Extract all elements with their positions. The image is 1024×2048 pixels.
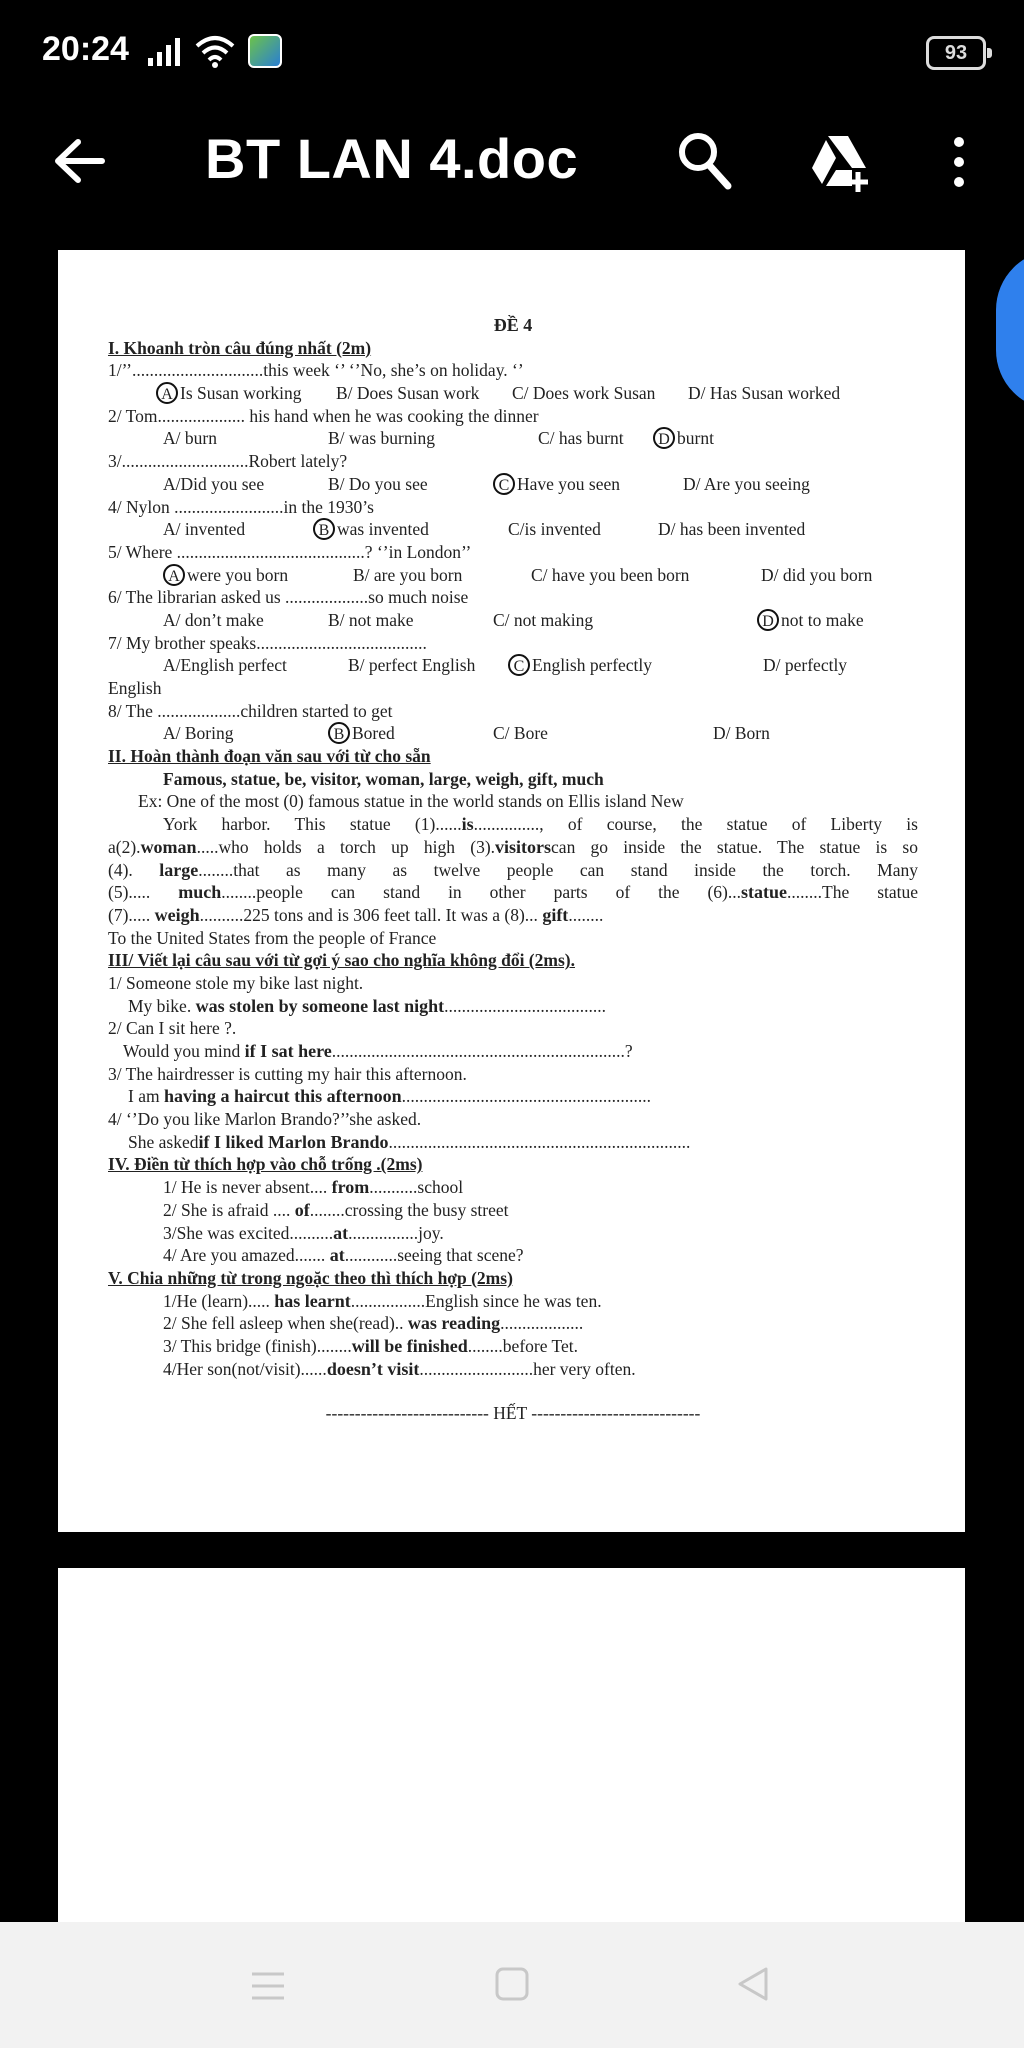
question-1-options: A Is Susan working B/ Does Susan work C/ Does work Susan D/ Has Susan worked <box>108 382 918 405</box>
question-7-options: A/English perfect B/ perfect English C English perfectly D/ perfectly <box>163 655 848 676</box>
paragraph-line-1: York harbor. This statue (1)......is..............., of course, the statue of Liberty is <box>163 814 918 835</box>
circled-answer-icon: C <box>493 473 515 495</box>
circled-answer-icon: D <box>653 427 675 449</box>
home-icon[interactable] <box>494 1966 530 2002</box>
fill-2: 2/ She is afraid .... of........crossing the busy street <box>163 1199 509 1220</box>
tense-3: 3/ This bridge (finish)........will be finished........before Tet. <box>163 1335 579 1356</box>
section-2-example: Ex: One of the most (0) famous statue in the world stands on Ellis island New <box>138 791 684 812</box>
add-to-drive-icon[interactable] <box>808 132 872 192</box>
wifi-icon <box>195 34 235 68</box>
document-page-1 <box>58 250 965 1532</box>
question-6: 6/ The librarian asked us ...................so much noise <box>108 587 469 608</box>
back-arrow-icon[interactable] <box>52 136 106 186</box>
app-bar <box>0 100 1024 220</box>
word-bank: Famous, statue, be, visitor, woman, large, weigh, gift, much <box>163 768 604 789</box>
page-heading: ĐỀ 4 <box>493 315 533 335</box>
rewrite-3-answer: I am having a haircut this afternoon......................................................... <box>128 1086 652 1107</box>
question-5: 5/ Where ...........................................? ‘’in London’’ <box>108 541 472 562</box>
circled-answer-icon: D <box>757 609 779 631</box>
paragraph-line-3: (4). large........that as many as twelve people can stand inside the torch. Many <box>108 859 919 880</box>
question-4-options: A/ invented B was invented C/is invented D/ has been invented <box>163 519 806 540</box>
circled-answer-icon: A <box>163 564 185 586</box>
question-7-tail: English <box>108 678 162 698</box>
nav-back-icon[interactable] <box>736 1966 772 2002</box>
fill-4: 4/ Are you amazed....... at............seeing that scene? <box>163 1245 524 1266</box>
circled-answer-icon: B <box>328 722 350 744</box>
question-8: 8/ The ...................children started to get <box>108 700 393 721</box>
more-options-icon[interactable] <box>944 132 974 192</box>
navigation-bar <box>0 1922 1024 2048</box>
document-content <box>108 314 918 1425</box>
question-8-options: A/ Boring B Bored C/ Bore D/ Born <box>163 723 770 744</box>
circled-answer-icon: B <box>313 518 335 540</box>
question-5-options: A were you born B/ are you born C/ have you been born D/ did you born <box>108 564 918 587</box>
document-title: BT LAN 4.doc <box>205 127 579 190</box>
rewrite-1-answer: My bike. was stolen by someone last night..................................... <box>128 995 606 1016</box>
section-2-title: II. Hoàn thành đoạn văn sau với từ cho sẵn <box>108 746 431 767</box>
question-6-options: A/ don’t make B/ not make C/ not making D not to make <box>163 609 864 630</box>
end-marker: ---------------------------- HẾT ----------------------------- <box>325 1403 701 1424</box>
tense-2: 2/ She fell asleep when she(read).. was reading................... <box>163 1313 584 1334</box>
rewrite-4-answer: She askedif I liked Marlon Brando..................................................................... <box>128 1131 691 1152</box>
status-bar <box>0 0 1024 100</box>
circled-answer-icon: C <box>508 654 530 676</box>
battery-icon: 93 <box>926 36 986 70</box>
section-4-title: IV. Điền từ thích hợp vào chỗ trống .(2ms) <box>108 1154 423 1175</box>
question-2-options: A/ burn B/ was burning C/ has burnt D burnt <box>163 428 714 449</box>
rewrite-1: 1/ Someone stole my bike last night. <box>108 972 364 993</box>
fill-3: 3/She was excited..........at................joy. <box>163 1222 444 1243</box>
rewrite-2: 2/ Can I sit here ?. <box>108 1018 237 1039</box>
tense-4: 4/Her son(not/visit)......doesn’t visit..........................her very often. <box>163 1358 636 1379</box>
section-5-title: V. Chia những từ trong ngoặc theo thì thích hợp (2ms) <box>108 1267 513 1288</box>
tense-1: 1/He (learn)..... has learnt.................English since he was ten. <box>163 1290 602 1311</box>
rewrite-2-answer: Would you mind if I sat here...................................................................? <box>123 1041 633 1061</box>
paragraph-line-5: (7)..... weigh..........225 tons and is 306 feet tall. It was a (8)... gift........ <box>108 904 604 925</box>
rewrite-3: 3/ The hairdresser is cutting my hair this afternoon. <box>108 1063 467 1084</box>
recent-apps-icon[interactable] <box>250 1968 286 2004</box>
question-4: 4/ Nylon .........................in the 1930’s <box>108 496 374 517</box>
question-3-options: A/Did you see B/ Do you see C Have you seen D/ Are you seeing <box>163 473 810 494</box>
status-time: 20:24 <box>42 30 129 68</box>
scroll-handle[interactable] <box>996 250 1024 410</box>
rewrite-4: 4/ ‘’Do you like Marlon Brando?’’she asked. <box>108 1109 422 1130</box>
paragraph-line-4: (5)..... much........people can stand in other parts of the (6)...statue........The statue <box>108 882 919 903</box>
question-3: 3/.............................Robert lately? <box>108 451 348 472</box>
signal-icon <box>148 38 182 66</box>
circled-answer-icon: A <box>156 382 178 404</box>
question-7: 7/ My brother speaks....................................... <box>108 632 427 653</box>
paragraph-line-6: To the United States from the people of France <box>108 927 437 948</box>
section-1-title: I. Khoanh tròn câu đúng nhất (2m) <box>108 337 372 358</box>
question-1: 1/’’..............................this week ‘’ ‘’No, she’s on holiday. ‘’ <box>108 360 524 381</box>
search-icon[interactable] <box>676 130 732 190</box>
question-2: 2/ Tom.................... his hand when he was cooking the dinner <box>108 405 539 426</box>
app-notification-icon <box>248 34 282 68</box>
fill-1: 1/ He is never absent.... from...........school <box>163 1177 464 1198</box>
section-3-title: III/ Viết lại câu sau với từ gợi ý sao cho nghĩa không đổi (2ms). <box>108 950 575 971</box>
paragraph-line-2: a(2).woman.....who holds a torch up high (3).visitorscan go inside the statue. The statue is so <box>108 836 918 857</box>
